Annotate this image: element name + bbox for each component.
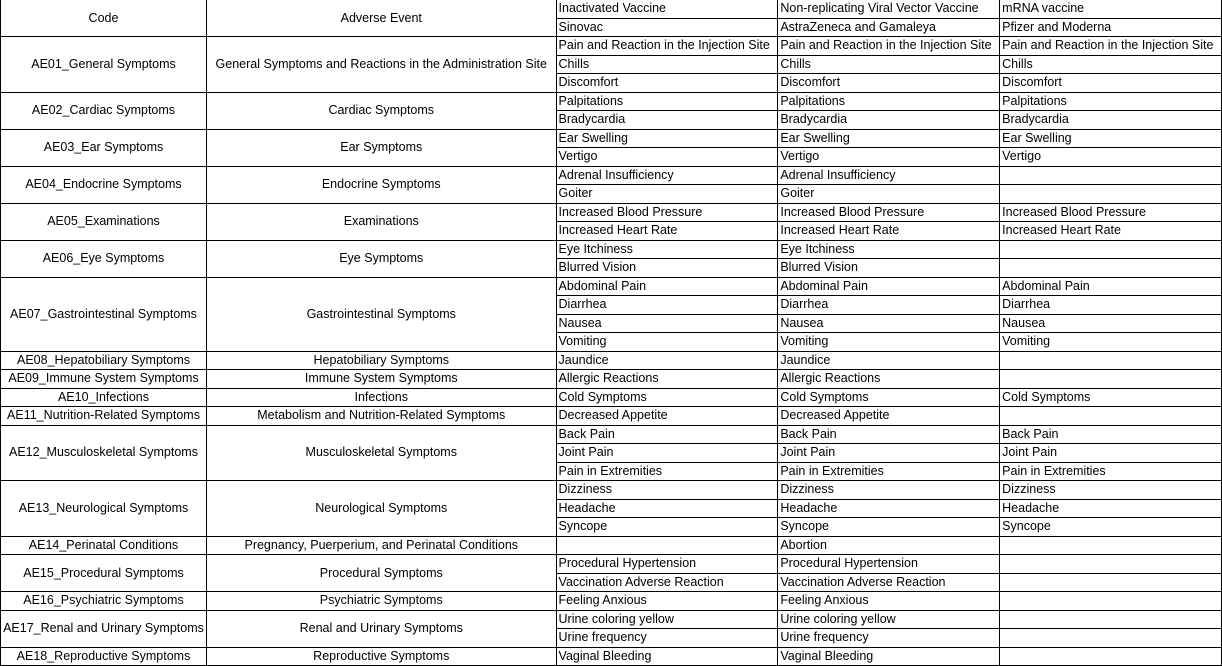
inactivated-cell: Adrenal Insufficiency	[556, 166, 778, 185]
mrna-cell	[1000, 647, 1222, 666]
mrna-cell: Diarrhea	[1000, 296, 1222, 315]
header-brand-mrna: Pfizer and Moderna	[1000, 18, 1222, 37]
mrna-cell: Vertigo	[1000, 148, 1222, 167]
inactivated-cell: Syncope	[556, 518, 778, 537]
table-row	[1, 37, 1222, 56]
mrna-cell	[1000, 573, 1222, 592]
mrna-cell: Pain and Reaction in the Injection Site	[1000, 37, 1222, 56]
inactivated-cell: Bradycardia	[556, 111, 778, 130]
inactivated-cell: Vomiting	[556, 333, 778, 352]
code-cell: AE16_Psychiatric Symptoms	[1, 592, 207, 611]
viral-vector-cell: Vaccination Adverse Reaction	[778, 573, 1000, 592]
table-row	[1, 481, 1222, 500]
inactivated-cell: Cold Symptoms	[556, 388, 778, 407]
code-cell: AE13_Neurological Symptoms	[1, 481, 207, 537]
code-cell: AE03_Ear Symptoms	[1, 129, 207, 166]
inactivated-cell: Procedural Hypertension	[556, 555, 778, 574]
adverse-event-cell: Hepatobiliary Symptoms	[206, 351, 556, 370]
inactivated-cell: Back Pain	[556, 425, 778, 444]
table-row	[1, 407, 1222, 426]
code-cell: AE10_Infections	[1, 388, 207, 407]
table-row	[1, 592, 1222, 611]
viral-vector-cell: Palpitations	[778, 92, 1000, 111]
code-cell: AE11_Nutrition-Related Symptoms	[1, 407, 207, 426]
inactivated-cell: Urine coloring yellow	[556, 610, 778, 629]
mrna-cell: Increased Heart Rate	[1000, 222, 1222, 241]
mrna-cell: Pain in Extremities	[1000, 462, 1222, 481]
adverse-event-cell: Eye Symptoms	[206, 240, 556, 277]
code-cell: AE02_Cardiac Symptoms	[1, 92, 207, 129]
inactivated-cell: Increased Heart Rate	[556, 222, 778, 241]
viral-vector-cell: Cold Symptoms	[778, 388, 1000, 407]
viral-vector-cell: Vertigo	[778, 148, 1000, 167]
mrna-cell: Ear Swelling	[1000, 129, 1222, 148]
table-row	[1, 129, 1222, 148]
mrna-cell: Joint Pain	[1000, 444, 1222, 463]
viral-vector-cell: Procedural Hypertension	[778, 555, 1000, 574]
mrna-cell	[1000, 259, 1222, 278]
table-row	[1, 203, 1222, 222]
header-brand-inactivated: Sinovac	[556, 18, 778, 37]
mrna-cell: Back Pain	[1000, 425, 1222, 444]
mrna-cell	[1000, 610, 1222, 629]
viral-vector-cell: Dizziness	[778, 481, 1000, 500]
code-cell: AE18_Reproductive Symptoms	[1, 647, 207, 666]
inactivated-cell: Headache	[556, 499, 778, 518]
adverse-event-cell: Procedural Symptoms	[206, 555, 556, 592]
table-row	[1, 555, 1222, 574]
adverse-event-cell: Gastrointestinal Symptoms	[206, 277, 556, 351]
adverse-event-cell: Immune System Symptoms	[206, 370, 556, 389]
viral-vector-cell: Ear Swelling	[778, 129, 1000, 148]
header-row-types	[1, 0, 1222, 18]
inactivated-cell	[556, 536, 778, 555]
viral-vector-cell: Increased Heart Rate	[778, 222, 1000, 241]
adverse-event-cell: Musculoskeletal Symptoms	[206, 425, 556, 481]
mrna-cell	[1000, 240, 1222, 259]
viral-vector-cell: Bradycardia	[778, 111, 1000, 130]
mrna-cell: Syncope	[1000, 518, 1222, 537]
mrna-cell	[1000, 407, 1222, 426]
mrna-cell: Bradycardia	[1000, 111, 1222, 130]
inactivated-cell: Abdominal Pain	[556, 277, 778, 296]
code-cell: AE14_Perinatal Conditions	[1, 536, 207, 555]
viral-vector-cell: Chills	[778, 55, 1000, 74]
viral-vector-cell: Pain and Reaction in the Injection Site	[778, 37, 1000, 56]
mrna-cell	[1000, 536, 1222, 555]
table-row	[1, 166, 1222, 185]
code-cell: AE12_Musculoskeletal Symptoms	[1, 425, 207, 481]
viral-vector-cell: Urine frequency	[778, 629, 1000, 648]
table-row	[1, 425, 1222, 444]
header-vaccine-type-viral-vector: Non-replicating Viral Vector Vaccine	[778, 0, 1000, 18]
adverse-event-cell: Psychiatric Symptoms	[206, 592, 556, 611]
inactivated-cell: Urine frequency	[556, 629, 778, 648]
table-row	[1, 370, 1222, 389]
inactivated-cell: Goiter	[556, 185, 778, 204]
inactivated-cell: Vaginal Bleeding	[556, 647, 778, 666]
inactivated-cell: Discomfort	[556, 74, 778, 93]
mrna-cell: Headache	[1000, 499, 1222, 518]
header-code: Code	[1, 0, 207, 37]
code-cell: AE07_Gastrointestinal Symptoms	[1, 277, 207, 351]
viral-vector-cell: Discomfort	[778, 74, 1000, 93]
inactivated-cell: Pain in Extremities	[556, 462, 778, 481]
viral-vector-cell: Back Pain	[778, 425, 1000, 444]
viral-vector-cell: Increased Blood Pressure	[778, 203, 1000, 222]
viral-vector-cell: Vomiting	[778, 333, 1000, 352]
inactivated-cell: Vaccination Adverse Reaction	[556, 573, 778, 592]
inactivated-cell: Pain and Reaction in the Injection Site	[556, 37, 778, 56]
mrna-cell	[1000, 185, 1222, 204]
inactivated-cell: Jaundice	[556, 351, 778, 370]
mrna-cell: Palpitations	[1000, 92, 1222, 111]
viral-vector-cell: Nausea	[778, 314, 1000, 333]
code-cell: AE04_Endocrine Symptoms	[1, 166, 207, 203]
mrna-cell: Chills	[1000, 55, 1222, 74]
inactivated-cell: Vertigo	[556, 148, 778, 167]
adverse-event-cell: Pregnancy, Puerperium, and Perinatal Conditions	[206, 536, 556, 555]
table-body	[1, 37, 1222, 666]
viral-vector-cell: Joint Pain	[778, 444, 1000, 463]
viral-vector-cell: Feeling Anxious	[778, 592, 1000, 611]
table-row	[1, 277, 1222, 296]
viral-vector-cell: Goiter	[778, 185, 1000, 204]
inactivated-cell: Joint Pain	[556, 444, 778, 463]
adverse-event-cell: Reproductive Symptoms	[206, 647, 556, 666]
mrna-cell	[1000, 166, 1222, 185]
mrna-cell	[1000, 370, 1222, 389]
code-cell: AE05_Examinations	[1, 203, 207, 240]
inactivated-cell: Decreased Appetite	[556, 407, 778, 426]
code-cell: AE17_Renal and Urinary Symptoms	[1, 610, 207, 647]
viral-vector-cell: Syncope	[778, 518, 1000, 537]
inactivated-cell: Nausea	[556, 314, 778, 333]
adverse-event-cell: Examinations	[206, 203, 556, 240]
header-vaccine-type-mrna: mRNA vaccine	[1000, 0, 1222, 18]
header-brand-viral-vector: AstraZeneca and Gamaleya	[778, 18, 1000, 37]
adverse-event-cell: General Symptoms and Reactions in the Administration Site	[206, 37, 556, 93]
mrna-cell	[1000, 555, 1222, 574]
mrna-cell	[1000, 351, 1222, 370]
table-row	[1, 240, 1222, 259]
table-header	[1, 0, 1222, 37]
mrna-cell: Nausea	[1000, 314, 1222, 333]
inactivated-cell: Dizziness	[556, 481, 778, 500]
table-row	[1, 610, 1222, 629]
viral-vector-cell: Eye Itchiness	[778, 240, 1000, 259]
mrna-cell	[1000, 629, 1222, 648]
inactivated-cell: Eye Itchiness	[556, 240, 778, 259]
adverse-event-cell: Metabolism and Nutrition-Related Symptoms	[206, 407, 556, 426]
mrna-cell: Abdominal Pain	[1000, 277, 1222, 296]
viral-vector-cell: Allergic Reactions	[778, 370, 1000, 389]
inactivated-cell: Chills	[556, 55, 778, 74]
adverse-event-cell: Ear Symptoms	[206, 129, 556, 166]
code-cell: AE06_Eye Symptoms	[1, 240, 207, 277]
table-row	[1, 536, 1222, 555]
viral-vector-cell: Blurred Vision	[778, 259, 1000, 278]
table-row	[1, 92, 1222, 111]
inactivated-cell: Diarrhea	[556, 296, 778, 315]
code-cell: AE08_Hepatobiliary Symptoms	[1, 351, 207, 370]
header-vaccine-type-inactivated: Inactivated Vaccine	[556, 0, 778, 18]
code-cell: AE09_Immune System Symptoms	[1, 370, 207, 389]
viral-vector-cell: Pain in Extremities	[778, 462, 1000, 481]
code-cell: AE01_General Symptoms	[1, 37, 207, 93]
viral-vector-cell: Diarrhea	[778, 296, 1000, 315]
viral-vector-cell: Urine coloring yellow	[778, 610, 1000, 629]
mrna-cell: Vomiting	[1000, 333, 1222, 352]
viral-vector-cell: Abortion	[778, 536, 1000, 555]
viral-vector-cell: Jaundice	[778, 351, 1000, 370]
viral-vector-cell: Adrenal Insufficiency	[778, 166, 1000, 185]
viral-vector-cell: Vaginal Bleeding	[778, 647, 1000, 666]
mrna-cell	[1000, 592, 1222, 611]
table-row	[1, 351, 1222, 370]
mrna-cell: Dizziness	[1000, 481, 1222, 500]
inactivated-cell: Increased Blood Pressure	[556, 203, 778, 222]
mrna-cell: Cold Symptoms	[1000, 388, 1222, 407]
viral-vector-cell: Decreased Appetite	[778, 407, 1000, 426]
mrna-cell: Discomfort	[1000, 74, 1222, 93]
table-row	[1, 388, 1222, 407]
code-cell: AE15_Procedural Symptoms	[1, 555, 207, 592]
adverse-event-cell: Neurological Symptoms	[206, 481, 556, 537]
inactivated-cell: Allergic Reactions	[556, 370, 778, 389]
viral-vector-cell: Abdominal Pain	[778, 277, 1000, 296]
adverse-event-cell: Cardiac Symptoms	[206, 92, 556, 129]
header-adverse-event: Adverse Event	[206, 0, 556, 37]
inactivated-cell: Ear Swelling	[556, 129, 778, 148]
table-row	[1, 647, 1222, 666]
adverse-event-cell: Infections	[206, 388, 556, 407]
mrna-cell: Increased Blood Pressure	[1000, 203, 1222, 222]
adverse-event-cell: Renal and Urinary Symptoms	[206, 610, 556, 647]
inactivated-cell: Feeling Anxious	[556, 592, 778, 611]
viral-vector-cell: Headache	[778, 499, 1000, 518]
inactivated-cell: Palpitations	[556, 92, 778, 111]
adverse-event-cell: Endocrine Symptoms	[206, 166, 556, 203]
inactivated-cell: Blurred Vision	[556, 259, 778, 278]
